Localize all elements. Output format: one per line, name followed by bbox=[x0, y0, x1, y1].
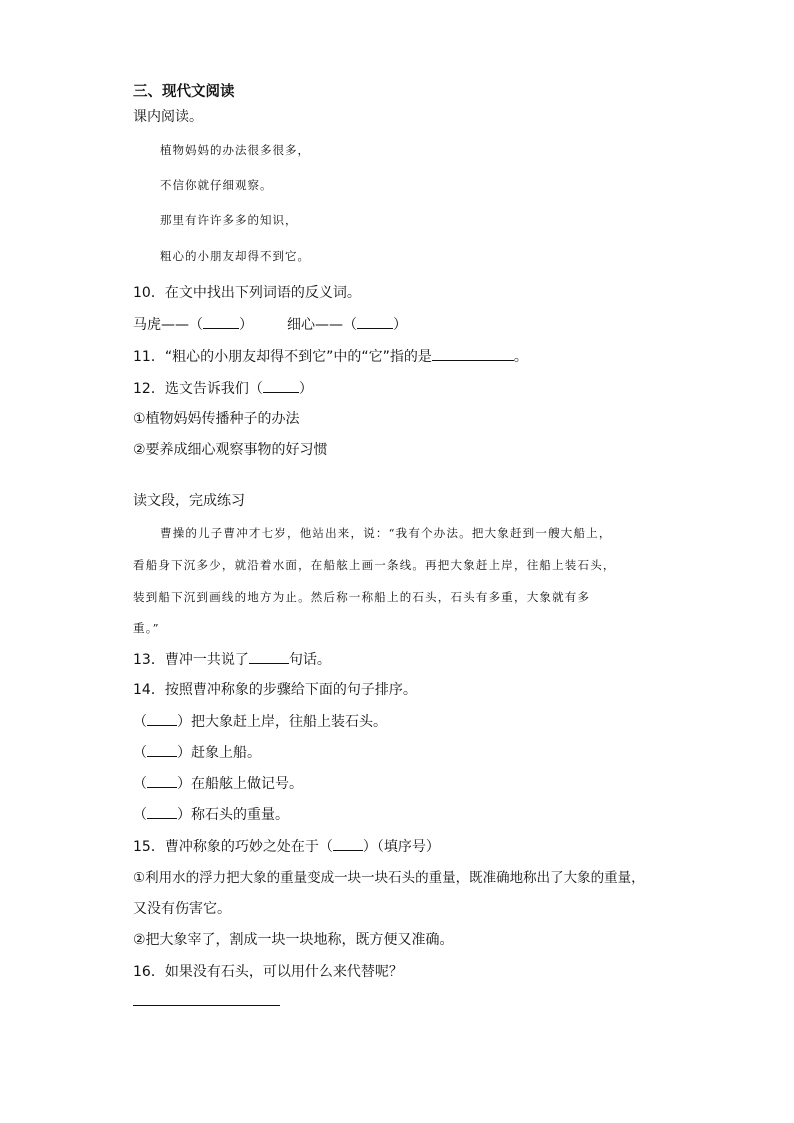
poem-line: 植物妈妈的办法很多很多， bbox=[160, 143, 310, 157]
passage-line: 装到船下沉到画线的地方为止。然后称一称船上的石头，石头有多重，大象就有多 bbox=[133, 590, 591, 604]
q15 bbox=[133, 836, 440, 857]
section-title: 三、现代文阅读 bbox=[133, 84, 235, 100]
poem-line: 那里有许许多多的知识， bbox=[160, 213, 298, 227]
q12-suffix: ） bbox=[298, 381, 313, 397]
q14-blank-1[interactable] bbox=[147, 711, 177, 726]
poem-line: 不信你就仔细观察。 bbox=[160, 178, 273, 192]
q15-suffix: ）（填序号） bbox=[362, 839, 440, 855]
q14-blank-3[interactable] bbox=[147, 773, 177, 788]
q14-close-paren: ） bbox=[177, 745, 191, 761]
q16-answer-line[interactable] bbox=[133, 1005, 280, 1006]
q15-option-1: ①利用水的浮力把大象的重量变成一块一块石头的重量，既准确地称出了大象的重量， bbox=[133, 870, 645, 886]
q13-suffix: 句话。 bbox=[288, 652, 331, 668]
q14-open-paren: （ bbox=[133, 714, 147, 730]
q10-item2-suffix: ） bbox=[393, 317, 407, 333]
q14-open-paren: （ bbox=[133, 776, 147, 792]
q15-prefix: 15．曹冲称象的巧妙之处在于（ bbox=[133, 839, 333, 855]
q14-open-paren: （ bbox=[133, 745, 147, 761]
q14-stem: 14．按照曹冲称象的步骤给下面的句子排序。 bbox=[133, 682, 417, 698]
q15-option-2: ②把大象宰了，割成一块一块地称，既方便又准确。 bbox=[133, 932, 454, 948]
q13-blank[interactable] bbox=[249, 649, 289, 664]
q14-item-text: 把大象赶上岸，往船上装石头。 bbox=[191, 714, 387, 730]
q14-item bbox=[133, 773, 303, 794]
q13 bbox=[133, 649, 331, 670]
q11-prefix: 11．“粗心的小朋友却得不到它”中的“它”指的是 bbox=[133, 349, 432, 365]
q14-blank-2[interactable] bbox=[147, 742, 177, 757]
q14-item bbox=[133, 804, 289, 825]
q15-blank[interactable] bbox=[333, 836, 363, 851]
q12-prefix: 12．选文告诉我们（ bbox=[133, 381, 263, 397]
q12 bbox=[133, 378, 313, 399]
q10-stem: 10．在文中找出下列词语的反义词。 bbox=[133, 285, 361, 301]
q12-blank[interactable] bbox=[263, 378, 299, 393]
passage-line: 重。” bbox=[133, 621, 160, 635]
q14-blank-4[interactable] bbox=[147, 804, 177, 819]
part1-intro: 课内阅读。 bbox=[133, 109, 203, 125]
q10-blank-1[interactable] bbox=[203, 314, 239, 329]
q11-blank[interactable] bbox=[432, 346, 514, 361]
q10-item2-prefix: 细心——（ bbox=[287, 317, 357, 333]
passage-line: 曹操的儿子曹冲才七岁，他站出来，说：“我有个办法。把大象赶到一艘大船上， bbox=[160, 526, 612, 540]
q12-option-2: ②要养成细心观察事物的好习惯 bbox=[133, 442, 328, 458]
q15-option-1-cont: 又没有伤害它。 bbox=[133, 901, 231, 917]
q14-item bbox=[133, 742, 261, 763]
q16-stem: 16．如果没有石头，可以用什么来代替呢？ bbox=[133, 964, 403, 980]
poem-line: 粗心的小朋友却得不到它。 bbox=[160, 249, 310, 263]
q10-item1-prefix: 马虎——（ bbox=[133, 317, 203, 333]
part2-intro: 读文段，完成练习 bbox=[133, 493, 245, 509]
q14-item-text: 在船舷上做记号。 bbox=[191, 776, 303, 792]
q14-close-paren: ） bbox=[177, 807, 191, 823]
q14-close-paren: ） bbox=[177, 776, 191, 792]
q14-item-text: 称石头的重量。 bbox=[191, 807, 289, 823]
q14-item bbox=[133, 711, 387, 732]
q12-option-1: ①植物妈妈传播种子的办法 bbox=[133, 411, 300, 427]
q13-prefix: 13．曹冲一共说了 bbox=[133, 652, 249, 668]
q10-items bbox=[133, 314, 407, 335]
q11 bbox=[133, 346, 528, 367]
q10-blank-2[interactable] bbox=[357, 314, 393, 329]
q14-item-text: 赶象上船。 bbox=[191, 745, 261, 761]
q14-open-paren: （ bbox=[133, 807, 147, 823]
passage-line: 看船身下沉多少，就沿着水面，在船舷上画一条线。再把大象赶上岸，往船上装石头， bbox=[133, 558, 616, 572]
q14-close-paren: ） bbox=[177, 714, 191, 730]
q10-item1-suffix: ） bbox=[239, 317, 253, 333]
q11-suffix: 。 bbox=[513, 349, 528, 365]
